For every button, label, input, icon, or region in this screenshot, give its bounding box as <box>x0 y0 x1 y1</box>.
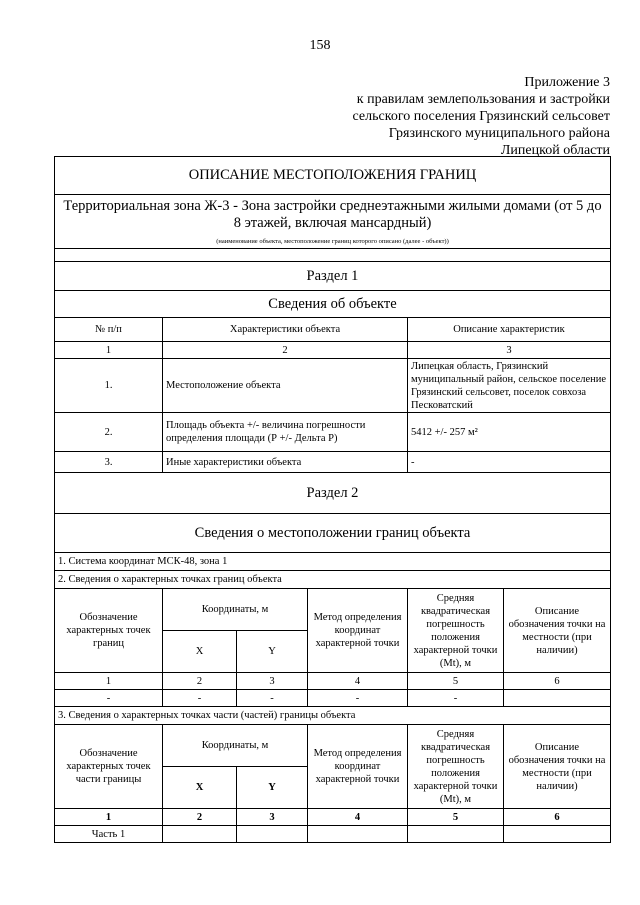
section2-subtitle: Сведения о местоположении границ объекта <box>55 514 611 553</box>
coord-system: 1. Система координат МСК-48, зона 1 <box>55 553 611 571</box>
header-part-point-designation: Обозначение характерных точек части границы <box>55 725 163 809</box>
points-title: 2. Сведения о характерных точках границ объекта <box>55 571 611 589</box>
col-number: 6 <box>504 673 611 690</box>
empty-cell <box>504 826 611 843</box>
dash-cell: - <box>308 690 408 707</box>
row-characteristic: Иные характеристики объекта <box>163 452 408 473</box>
row-characteristic: Местоположение объекта <box>163 359 408 413</box>
part-label: Часть 1 <box>55 826 163 843</box>
dash-cell: - <box>55 690 163 707</box>
row-description: Липецкая область, Грязинский муниципальный район, сельское поселение Грязинский сельсовет, поселок совхоза Песковатский <box>408 359 611 413</box>
boundary-description-table <box>54 156 611 843</box>
empty-cell <box>237 826 308 843</box>
col-number: 4 <box>308 673 408 690</box>
section1-title: Раздел 1 <box>55 262 611 291</box>
col-number: 5 <box>408 673 504 690</box>
section2-title: Раздел 2 <box>55 473 611 514</box>
col-number: 4 <box>308 809 408 826</box>
section1-subtitle: Сведения об объекте <box>55 291 611 318</box>
page-number: 158 <box>309 38 331 53</box>
header-method: Метод определения координат характерной точки <box>308 589 408 673</box>
header-x: X <box>163 767 237 809</box>
col-number: 3 <box>408 342 611 359</box>
appendix-line: сельского поселения Грязинский сельсовет <box>352 109 610 124</box>
row-characteristic: Площадь объекта +/- величина погрешности определения площади (Р +/- Дельта Р) <box>163 413 408 452</box>
header-terrain: Описание обозначения точки на местности (при наличии) <box>504 725 611 809</box>
dash-cell: - <box>408 690 504 707</box>
empty-cell <box>308 826 408 843</box>
col-number: 6 <box>504 809 611 826</box>
header-coords: Координаты, м <box>163 589 308 631</box>
header-coords: Координаты, м <box>163 725 308 767</box>
col-number: 2 <box>163 809 237 826</box>
header-x: X <box>163 631 237 673</box>
header-y: Y <box>237 767 308 809</box>
header-description: Описание характеристик <box>408 318 611 342</box>
header-num: № п/п <box>55 318 163 342</box>
col-number: 2 <box>163 342 408 359</box>
empty-cell <box>408 826 504 843</box>
header-point-designation: Обозначение характерных точек границ <box>55 589 163 673</box>
header-method: Метод определения координат характерной точки <box>308 725 408 809</box>
header-accuracy: Средняя квадратическая погрешность положения характерной точки (Mt), м <box>408 589 504 673</box>
appendix-line: к правилам землепользования и застройки <box>356 92 610 107</box>
dash-cell: - <box>237 690 308 707</box>
header-characteristics: Характеристики объекта <box>163 318 408 342</box>
row-num: 3. <box>55 452 163 473</box>
dash-cell: - <box>163 690 237 707</box>
part-points-title: 3. Сведения о характерных точках части (частей) границы объекта <box>55 707 611 725</box>
zone-caption: (наименование объекта, местоположение границ которого описано (далее - объект)) <box>55 235 611 249</box>
appendix-line: Грязинского муниципального района <box>388 126 610 141</box>
col-number: 1 <box>55 342 163 359</box>
row-num: 1. <box>55 359 163 413</box>
col-number: 1 <box>55 673 163 690</box>
col-number: 5 <box>408 809 504 826</box>
document-title: ОПИСАНИЕ МЕСТОПОЛОЖЕНИЯ ГРАНИЦ <box>55 157 611 195</box>
header-y: Y <box>237 631 308 673</box>
appendix-header <box>290 74 610 159</box>
empty-cell <box>163 826 237 843</box>
row-description: - <box>408 452 611 473</box>
spacer <box>55 249 611 262</box>
row-num: 2. <box>55 413 163 452</box>
zone-name: Территориальная зона Ж-3 - Зона застройки среднеэтажными жилыми домами (от 5 до 8 этажей, включая мансардный) <box>55 195 611 236</box>
col-number: 3 <box>237 809 308 826</box>
appendix-line: Приложение 3 <box>524 75 610 90</box>
col-number: 3 <box>237 673 308 690</box>
col-number: 1 <box>55 809 163 826</box>
header-accuracy: Средняя квадратическая погрешность положения характерной точки (Mt), м <box>408 725 504 809</box>
header-terrain: Описание обозначения точки на местности (при наличии) <box>504 589 611 673</box>
col-number: 2 <box>163 673 237 690</box>
dash-cell <box>504 690 611 707</box>
row-description: 5412 +/- 257 м² <box>408 413 611 452</box>
appendix-line: Липецкой области <box>500 143 610 158</box>
